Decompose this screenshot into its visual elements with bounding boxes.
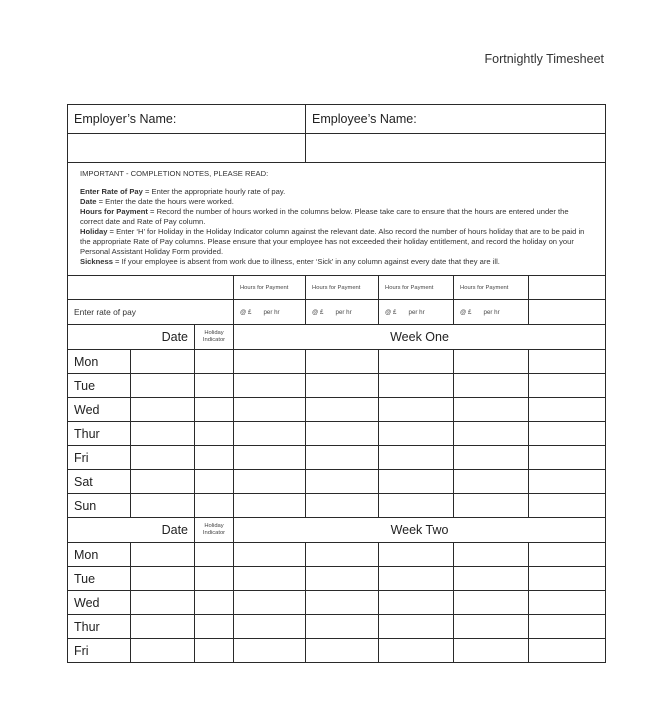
date-field[interactable] xyxy=(131,615,195,639)
holiday-indicator-field[interactable] xyxy=(195,422,234,446)
note-text: = Enter the appropriate hourly rate of pay. xyxy=(142,187,286,196)
day-label: Thur xyxy=(68,615,131,639)
hours-field[interactable] xyxy=(306,591,379,615)
day-label: Mon xyxy=(68,543,131,567)
hours-field[interactable] xyxy=(306,639,379,663)
day-label: Fri xyxy=(68,446,131,470)
extra-field[interactable] xyxy=(529,567,606,591)
day-label: Tue xyxy=(68,374,131,398)
day-label: Thur xyxy=(68,422,131,446)
hours-field[interactable] xyxy=(379,567,454,591)
day-row xyxy=(68,350,606,374)
hours-for-payment-header: Hours for Payment xyxy=(306,276,379,300)
day-row xyxy=(68,639,606,663)
day-row xyxy=(68,470,606,494)
note-item xyxy=(80,207,593,227)
hours-for-payment-header: Hours for Payment xyxy=(379,276,454,300)
hours-field[interactable] xyxy=(234,422,306,446)
hours-field[interactable] xyxy=(234,374,306,398)
date-field[interactable] xyxy=(131,446,195,470)
holiday-indicator-field[interactable] xyxy=(195,615,234,639)
hours-field[interactable] xyxy=(306,494,379,518)
names-row xyxy=(68,105,606,134)
holiday-indicator-field[interactable] xyxy=(195,591,234,615)
day-row xyxy=(68,494,606,518)
hours-field[interactable] xyxy=(234,350,306,374)
hours-field[interactable] xyxy=(379,615,454,639)
day-row xyxy=(68,615,606,639)
holiday-indicator-header: Holiday Indicator xyxy=(195,325,234,350)
holiday-indicator-field[interactable] xyxy=(195,398,234,422)
rate-of-pay-field[interactable]: @ £ per hr xyxy=(234,300,306,325)
day-row xyxy=(68,567,606,591)
hours-field[interactable] xyxy=(379,374,454,398)
hours-field[interactable] xyxy=(234,639,306,663)
holiday-indicator-field[interactable] xyxy=(195,494,234,518)
names-entry-row xyxy=(68,134,606,163)
hours-field[interactable] xyxy=(306,470,379,494)
hours-field[interactable] xyxy=(379,350,454,374)
note-item xyxy=(80,197,593,207)
date-column-header: Date xyxy=(68,518,195,543)
notes-row xyxy=(68,163,606,276)
hours-field[interactable] xyxy=(234,543,306,567)
hours-field[interactable] xyxy=(306,350,379,374)
hours-field[interactable] xyxy=(306,567,379,591)
hours-header-blank xyxy=(68,276,234,300)
day-row xyxy=(68,374,606,398)
note-text: = Record the number of hours worked in the columns below. Please take care to ensure that the hours are entered under the correct date and Rate of Pay column. xyxy=(80,207,569,226)
date-field[interactable] xyxy=(131,374,195,398)
hours-field[interactable] xyxy=(454,422,529,446)
day-row xyxy=(68,398,606,422)
hours-field[interactable] xyxy=(379,422,454,446)
note-term: Sickness xyxy=(80,257,113,266)
hours-header-row xyxy=(68,276,606,300)
extra-field[interactable] xyxy=(529,350,606,374)
date-column-header: Date xyxy=(68,325,195,350)
hours-field[interactable] xyxy=(306,374,379,398)
date-field[interactable] xyxy=(131,567,195,591)
hours-field[interactable] xyxy=(454,446,529,470)
hours-field[interactable] xyxy=(379,639,454,663)
holiday-indicator-field[interactable] xyxy=(195,639,234,663)
note-item xyxy=(80,187,593,197)
day-label: Sun xyxy=(68,494,131,518)
hours-field[interactable] xyxy=(234,446,306,470)
date-field[interactable] xyxy=(131,398,195,422)
week-title: Week One xyxy=(234,325,606,350)
date-field[interactable] xyxy=(131,350,195,374)
hours-field[interactable] xyxy=(454,615,529,639)
hours-field[interactable] xyxy=(379,591,454,615)
day-row xyxy=(68,591,606,615)
holiday-indicator-field[interactable] xyxy=(195,567,234,591)
week-title: Week Two xyxy=(234,518,606,543)
employee-name-field[interactable] xyxy=(306,134,606,163)
note-item xyxy=(80,227,593,257)
day-row xyxy=(68,446,606,470)
holiday-indicator-field[interactable] xyxy=(195,470,234,494)
hours-field[interactable] xyxy=(454,494,529,518)
hours-for-payment-header: Hours for Payment xyxy=(234,276,306,300)
hours-field[interactable] xyxy=(454,374,529,398)
employee-name-label: Employee’s Name: xyxy=(306,105,606,134)
holiday-indicator-field[interactable] xyxy=(195,446,234,470)
holiday-indicator-header: Holiday Indicator xyxy=(195,518,234,543)
note-text: = Enter ‘H’ for Holiday in the Holiday Indicator column against the relevant date. Also record the number of hours holiday that are to be paid in the appropriate Rate of Pay columns. Please ensure that your employee has not exceeded their holiday entitlement, and record the holiday on your Personal Assistant Holiday Form provided. xyxy=(80,227,585,256)
hours-field[interactable] xyxy=(379,398,454,422)
hours-field[interactable] xyxy=(379,494,454,518)
week-header-row xyxy=(68,518,606,543)
extra-field[interactable] xyxy=(529,422,606,446)
day-row xyxy=(68,422,606,446)
page-title: Fortnightly Timesheet xyxy=(484,52,604,66)
extra-field[interactable] xyxy=(529,615,606,639)
hours-field[interactable] xyxy=(306,615,379,639)
notes-list xyxy=(80,187,593,267)
employer-name-field[interactable] xyxy=(68,134,306,163)
note-term: Enter Rate of Pay xyxy=(80,187,143,196)
week-header-row xyxy=(68,325,606,350)
hours-field[interactable] xyxy=(234,591,306,615)
day-label: Tue xyxy=(68,567,131,591)
date-field[interactable] xyxy=(131,422,195,446)
rate-of-pay-field[interactable]: @ £ per hr xyxy=(379,300,454,325)
holiday-indicator-field[interactable] xyxy=(195,350,234,374)
date-field[interactable] xyxy=(131,470,195,494)
note-text: = Enter the date the hours were worked. xyxy=(96,197,234,206)
hours-field[interactable] xyxy=(234,615,306,639)
note-term: Holiday xyxy=(80,227,108,236)
holiday-indicator-field[interactable] xyxy=(195,374,234,398)
day-row xyxy=(68,543,606,567)
hours-field[interactable] xyxy=(454,543,529,567)
day-label: Fri xyxy=(68,639,131,663)
note-term: Date xyxy=(80,197,97,206)
hours-field[interactable] xyxy=(379,446,454,470)
timesheet-table xyxy=(67,104,606,663)
hours-field[interactable] xyxy=(454,591,529,615)
extra-field[interactable] xyxy=(529,639,606,663)
extra-field[interactable] xyxy=(529,398,606,422)
rate-of-pay-field[interactable]: @ £ per hr xyxy=(454,300,529,325)
hours-field[interactable] xyxy=(454,350,529,374)
date-field[interactable] xyxy=(131,591,195,615)
note-text: = If your employee is absent from work due to illness, enter ‘Sick’ in any column against every date that they are ill. xyxy=(112,257,500,266)
holiday-indicator-field[interactable] xyxy=(195,543,234,567)
rate-row-end xyxy=(529,300,606,325)
rate-row xyxy=(68,300,606,325)
hours-field[interactable] xyxy=(306,543,379,567)
hours-field[interactable] xyxy=(454,639,529,663)
date-field[interactable] xyxy=(131,543,195,567)
extra-field[interactable] xyxy=(529,543,606,567)
hours-field[interactable] xyxy=(306,446,379,470)
hours-for-payment-header: Hours for Payment xyxy=(454,276,529,300)
day-label: Wed xyxy=(68,591,131,615)
extra-field[interactable] xyxy=(529,470,606,494)
hours-field[interactable] xyxy=(234,470,306,494)
hours-field[interactable] xyxy=(379,470,454,494)
note-item xyxy=(80,257,593,267)
employer-name-label: Employer’s Name: xyxy=(68,105,306,134)
extra-field[interactable] xyxy=(529,494,606,518)
hours-field[interactable] xyxy=(306,398,379,422)
notes-intro: IMPORTANT - COMPLETION NOTES, PLEASE READ: xyxy=(80,169,269,178)
rate-of-pay-label: Enter rate of pay xyxy=(68,300,234,325)
hours-field[interactable] xyxy=(234,494,306,518)
extra-field[interactable] xyxy=(529,446,606,470)
note-term: Hours for Payment xyxy=(80,207,148,216)
hours-field[interactable] xyxy=(454,567,529,591)
hours-field[interactable] xyxy=(454,470,529,494)
extra-field[interactable] xyxy=(529,374,606,398)
hours-field[interactable] xyxy=(379,543,454,567)
hours-field[interactable] xyxy=(234,567,306,591)
date-field[interactable] xyxy=(131,494,195,518)
extra-field[interactable] xyxy=(529,591,606,615)
hours-field[interactable] xyxy=(234,398,306,422)
day-label: Sat xyxy=(68,470,131,494)
hours-field[interactable] xyxy=(306,422,379,446)
day-label: Wed xyxy=(68,398,131,422)
completion-notes xyxy=(68,163,606,276)
hours-header-end xyxy=(529,276,606,300)
date-field[interactable] xyxy=(131,639,195,663)
day-label: Mon xyxy=(68,350,131,374)
hours-field[interactable] xyxy=(454,398,529,422)
rate-of-pay-field[interactable]: @ £ per hr xyxy=(306,300,379,325)
